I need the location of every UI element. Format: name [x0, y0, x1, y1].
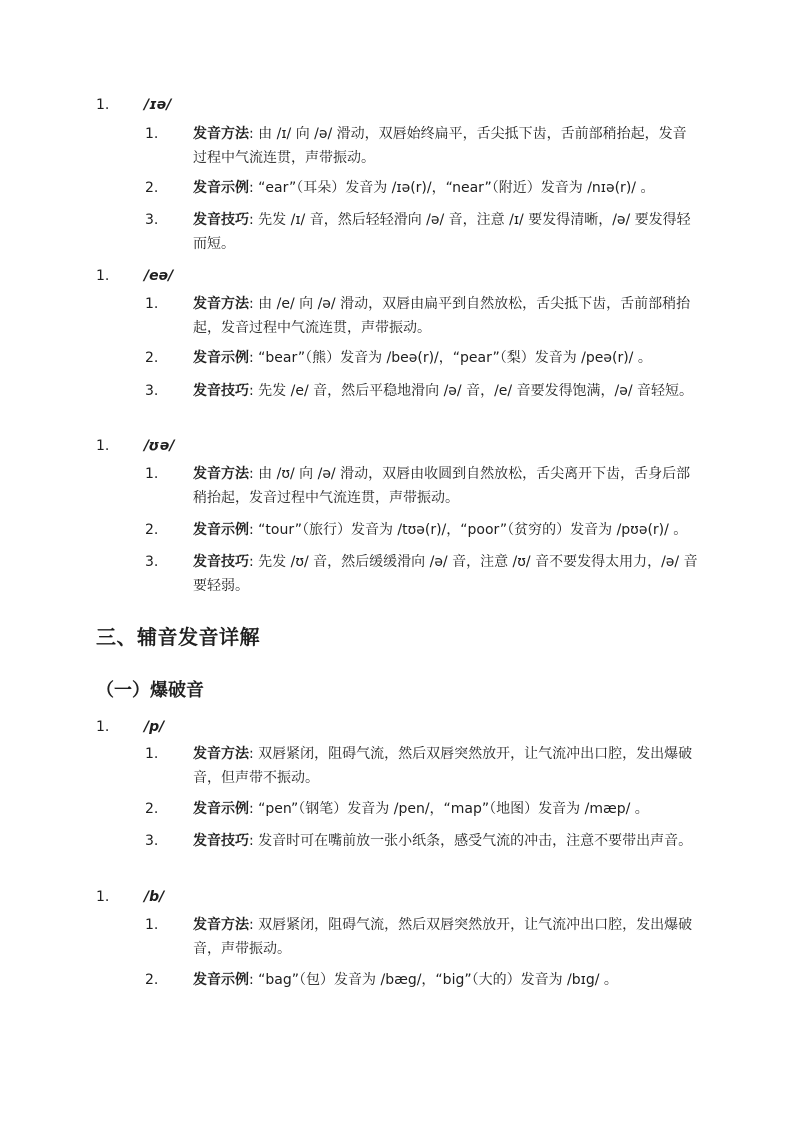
item-text: 由 /ɪ/ 向 /ə/ 滑动，双唇始终扁平，舌尖抵下齿，舌前部稍抬起，发音过程中气流连贯，声带振动。	[193, 126, 687, 166]
phoneme-heading: /b/	[144, 889, 165, 905]
method-label: 发音方法	[193, 466, 249, 482]
list-number: 1.	[96, 438, 110, 454]
item-text: 发音时可在嘴前放一张小纸条，感受气流的冲击，注意不要带出声音。	[258, 833, 693, 849]
example-label: 发音示例	[193, 350, 249, 366]
list-number: 1.	[145, 296, 159, 312]
item-text: “bag”（包）发音为 /bæg/，“big”（大的）发音为 /bɪg/ 。	[258, 972, 618, 988]
item-text: 先发 /ɪ/ 音，然后轻轻滑向 /ə/ 音，注意 /ɪ/ 要发得清晰，/ə/ 要发得轻而短。	[193, 212, 691, 252]
method-label: 发音方法	[193, 746, 249, 762]
tip-label: 发音技巧	[193, 833, 249, 849]
phoneme-heading: /ɪə/	[144, 97, 172, 113]
item-text: 双唇紧闭，阻碍气流，然后双唇突然放开，让气流冲出口腔，发出爆破音，但声带不振动。	[193, 746, 693, 786]
document-page: 1. /ɪə/ 1. 发音方法: 由 /ɪ/ 向 /ə/ 滑动，双唇始终扁平，舌尖抵下齿，舌前部稍抬起，发音过程中气流连贯，声带振动。 2. 发音示例: “ear”（耳朵）发音为 /ɪə(r)/，“near”（附近）发音为 /nɪə(r)/ 。 3. 发音技巧: 先发 /ɪ/ 音，然后轻轻滑向 /ə/ 音，注意 /ɪ/ 要发得清晰，/ə/ 要发得轻而短。 1. /eə/ 1. 发音方法: 由 /e/ 向 /ə/ 滑动，双唇由扁平到自然放松，舌尖抵下齿，舌前部稍抬起，发音过程中气流连贯，声带振动。 2. 发音示例: “bear”（熊）发音为 /beə(r)/，“pear”（梨）发音为 /peə(r)/ 。 3. 发音技巧: 先发 /e/ 音，然后平稳地滑向 /ə/ 音，/e/ 音要发得饱满，/ə/ 音轻短。 1. /ʊə/ 1. 发音方法: 由 /ʊ/ 向 /ə/ 滑动，双唇由收圆到自然放松，舌尖离开下齿，舌身后部稍抬起，发音过程中气流连贯，声带振动。 2. 发音示例: “tour”（旅行）发音为 /tʊə(r)/，“poor”（贫穷的）发音为 /pʊə(r)/ 。 3. 发音技巧: 先发 /ʊ/ 音，然后缓缓滑向 /ə/ 音，注意 /ʊ/ 音不要发得太用力，/ə/ 音要轻弱。 三、辅音发音详解 （一）爆破音 1. /p/ 1. 发音方法: 双唇紧闭，阻碍气流，然后双唇突然放开，让气流冲出口腔，发出爆破音，但声带不振动。 2. 发音示例: “pen”（钢笔）发音为 /pen/，“map”（地图）发音为 /mæp/ 。 3. 发音技巧: 发音时可在嘴前放一张小纸条，感受气流的冲击，注意不要带出声音。 1. /b/ 1. 发音方法: 双唇紧闭，阻碍气流，然后双唇突然放开，让气流冲出口腔，发出爆破音，声带振动。 2. 发音示例: “bag”（包）发音为 /bæg/，“big”（大的）发音为 /bɪg/ 。	[0, 0, 794, 1123]
list-number: 3.	[145, 833, 159, 849]
list-number: 2.	[145, 801, 159, 817]
item-text: “tour”（旅行）发音为 /tʊə(r)/，“poor”（贫穷的）发音为 /pʊə(r)/ 。	[258, 522, 688, 538]
section-title: 三、辅音发音详解	[96, 625, 260, 649]
list-number: 1.	[145, 746, 159, 762]
item-text: “pen”（钢笔）发音为 /pen/，“map”（地图）发音为 /mæp/ 。	[258, 801, 649, 817]
tip-label: 发音技巧	[193, 554, 249, 570]
list-number: 1.	[145, 917, 159, 933]
tip-label: 发音技巧	[193, 212, 249, 228]
example-label: 发音示例	[193, 801, 249, 817]
list-number: 1.	[96, 97, 110, 113]
method-label: 发音方法	[193, 296, 249, 312]
item-text: 双唇紧闭，阻碍气流，然后双唇突然放开，让气流冲出口腔，发出爆破音，声带振动。	[193, 917, 693, 957]
method-label: 发音方法	[193, 126, 249, 142]
list-number: 2.	[145, 972, 159, 988]
method-label: 发音方法	[193, 917, 249, 933]
subsection-title: （一）爆破音	[96, 680, 204, 701]
example-label: 发音示例	[193, 972, 249, 988]
list-number: 1.	[96, 268, 110, 284]
example-label: 发音示例	[193, 180, 249, 196]
item-text: “ear”（耳朵）发音为 /ɪə(r)/，“near”（附近）发音为 /nɪə(r)/ 。	[258, 180, 655, 196]
list-number: 2.	[145, 180, 159, 196]
list-number: 3.	[145, 212, 159, 228]
example-label: 发音示例	[193, 522, 249, 538]
tip-label: 发音技巧	[193, 383, 249, 399]
phoneme-heading: /ʊə/	[144, 438, 175, 454]
list-number: 1.	[96, 719, 110, 735]
item-text: 先发 /ʊ/ 音，然后缓缓滑向 /ə/ 音，注意 /ʊ/ 音不要发得太用力，/ə/ 音要轻弱。	[193, 554, 698, 594]
item-text: 先发 /e/ 音，然后平稳地滑向 /ə/ 音，/e/ 音要发得饱满，/ə/ 音轻短。	[258, 383, 694, 399]
phoneme-heading: /eə/	[144, 268, 174, 284]
list-number: 1.	[96, 889, 110, 905]
list-number: 1.	[145, 466, 159, 482]
list-number: 2.	[145, 350, 159, 366]
item-text: 由 /e/ 向 /ə/ 滑动，双唇由扁平到自然放松，舌尖抵下齿，舌前部稍抬起，发音过程中气流连贯，声带振动。	[193, 296, 691, 336]
phoneme-heading: /p/	[144, 719, 165, 735]
list-number: 1.	[145, 126, 159, 142]
item-text: “bear”（熊）发音为 /beə(r)/，“pear”（梨）发音为 /peə(r)/ 。	[258, 350, 652, 366]
list-number: 3.	[145, 383, 159, 399]
item-text: 由 /ʊ/ 向 /ə/ 滑动，双唇由收圆到自然放松，舌尖离开下齿，舌身后部稍抬起，发音过程中气流连贯，声带振动。	[193, 466, 691, 506]
list-number: 3.	[145, 554, 159, 570]
list-number: 2.	[145, 522, 159, 538]
